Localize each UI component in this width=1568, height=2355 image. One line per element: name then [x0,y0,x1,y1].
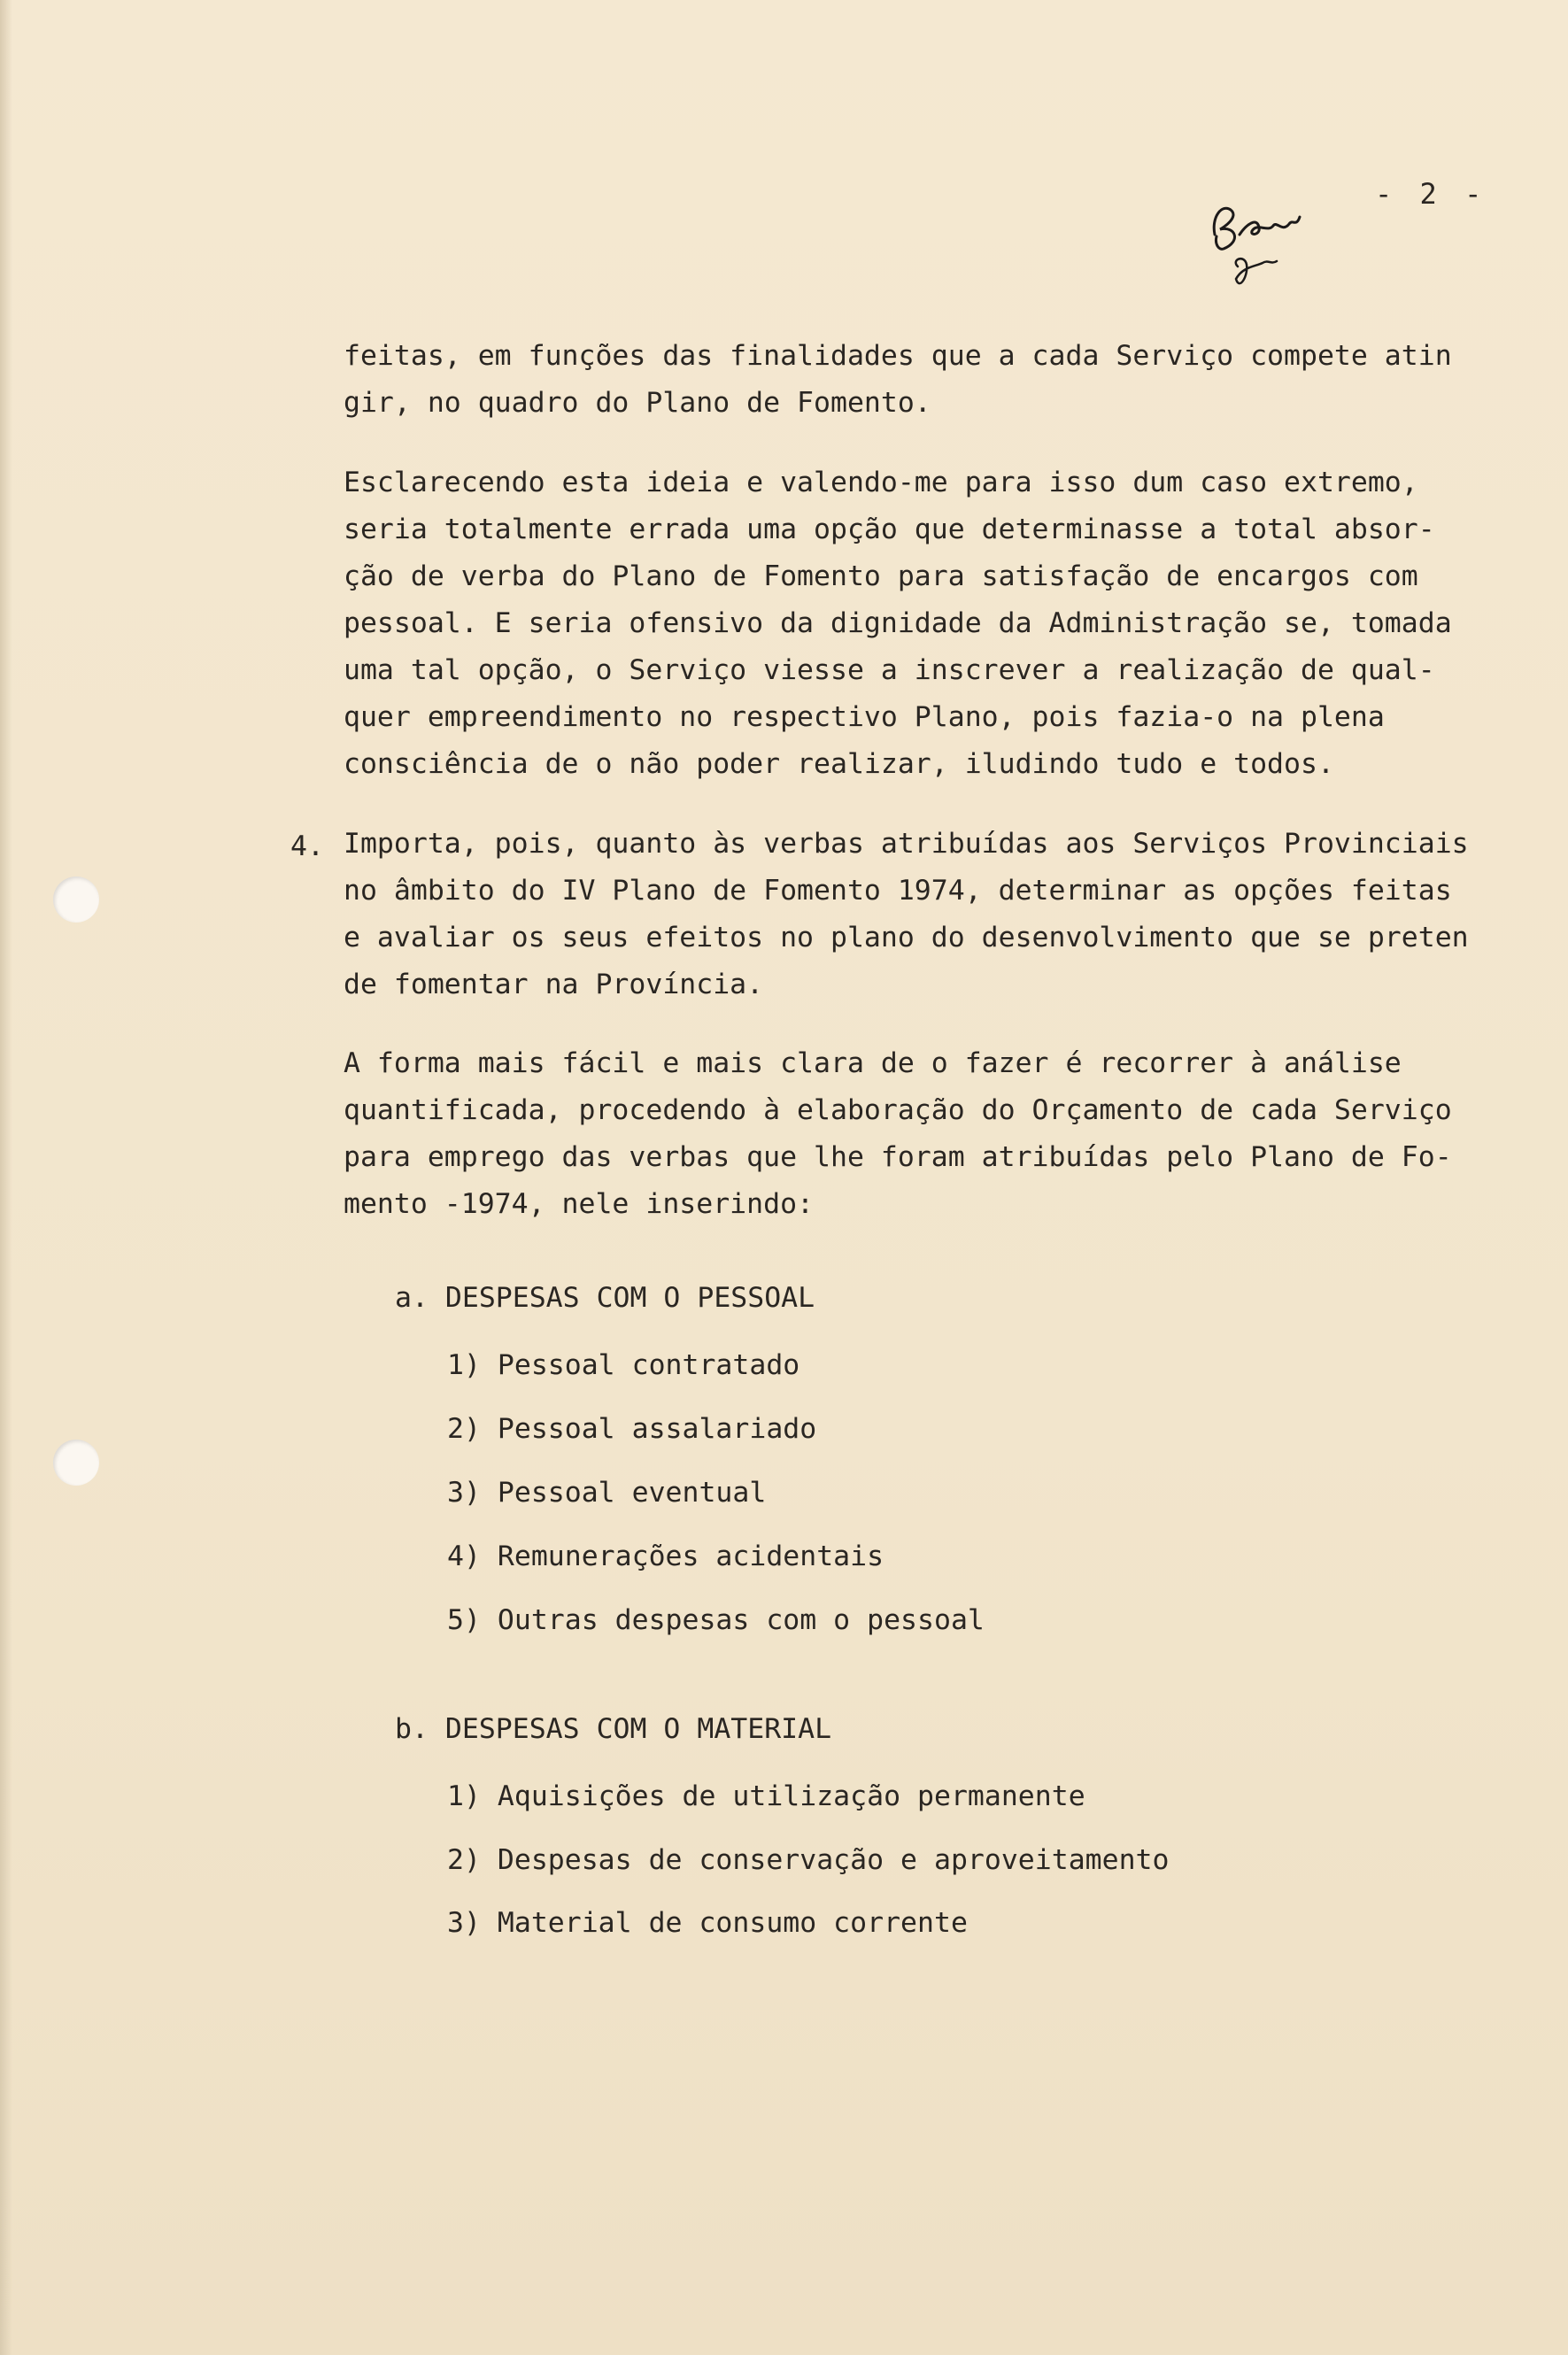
text-line: seria totalmente errada uma opção que determinasse a total absor- [344,513,1435,545]
list-item: 3) Pessoal eventual [447,1477,767,1509]
list-heading-b: b. DESPESAS COM O MATERIAL [395,1713,832,1745]
list-item: 2) Despesas de conservação e aproveitamento [447,1844,1170,1876]
punch-hole-top [53,876,99,923]
list-heading-a: a. DESPESAS COM O PESSOAL [395,1282,815,1314]
handwritten-initials-signature [1204,181,1337,297]
text-line: pessoal. E seria ofensivo da dignidade da Administração se, tomada [344,607,1452,639]
text-line: ção de verba do Plano de Fomento para satisfação de encargos com [344,560,1418,592]
text-line: no âmbito do IV Plano de Fomento 1974, determinar as opções feitas [344,875,1452,907]
text-line: para emprego das verbas que lhe foram atribuídas pelo Plano de Fo- [344,1141,1452,1173]
text-line: consciência de o não poder realizar, iludindo tudo e todos. [344,748,1334,780]
text-line: A forma mais fácil e mais clara de o fazer é recorrer à análise [344,1047,1402,1079]
list-item: 2) Pessoal assalariado [447,1413,817,1445]
section-number: 4. [290,830,324,862]
paper-edge-shadow [0,0,12,2355]
text-line: quantificada, procedendo à elaboração do Orçamento de cada Serviço [344,1094,1452,1126]
punch-hole-bottom [53,1440,99,1486]
page-number: - 2 - [1375,177,1487,211]
text-line: e avaliar os seus efeitos no plano do desenvolvimento que se preten [344,922,1469,954]
list-item: 1) Pessoal contratado [447,1349,800,1381]
list-item: 5) Outras despesas com o pessoal [447,1604,985,1636]
list-item: 1) Aquisições de utilização permanente [447,1780,1085,1812]
list-item: 3) Material de consumo corrente [447,1907,968,1939]
text-line: quer empreendimento no respectivo Plano, pois fazia-o na plena [344,701,1385,733]
list-item: 4) Remunerações acidentais [447,1540,884,1572]
text-line: de fomentar na Província. [344,969,764,1000]
text-line: feitas, em funções das finalidades que a cada Serviço compete atin [344,340,1452,372]
text-line: Esclarecendo esta ideia e valendo-me para isso dum caso extremo, [344,467,1418,498]
text-line: Importa, pois, quanto às verbas atribuídas aos Serviços Provinciais [344,828,1469,860]
text-line: gir, no quadro do Plano de Fomento. [344,387,931,419]
text-line: uma tal opção, o Serviço viesse a inscrever a realização de qual- [344,654,1435,686]
text-line: mento -1974, nele inserindo: [344,1188,815,1220]
